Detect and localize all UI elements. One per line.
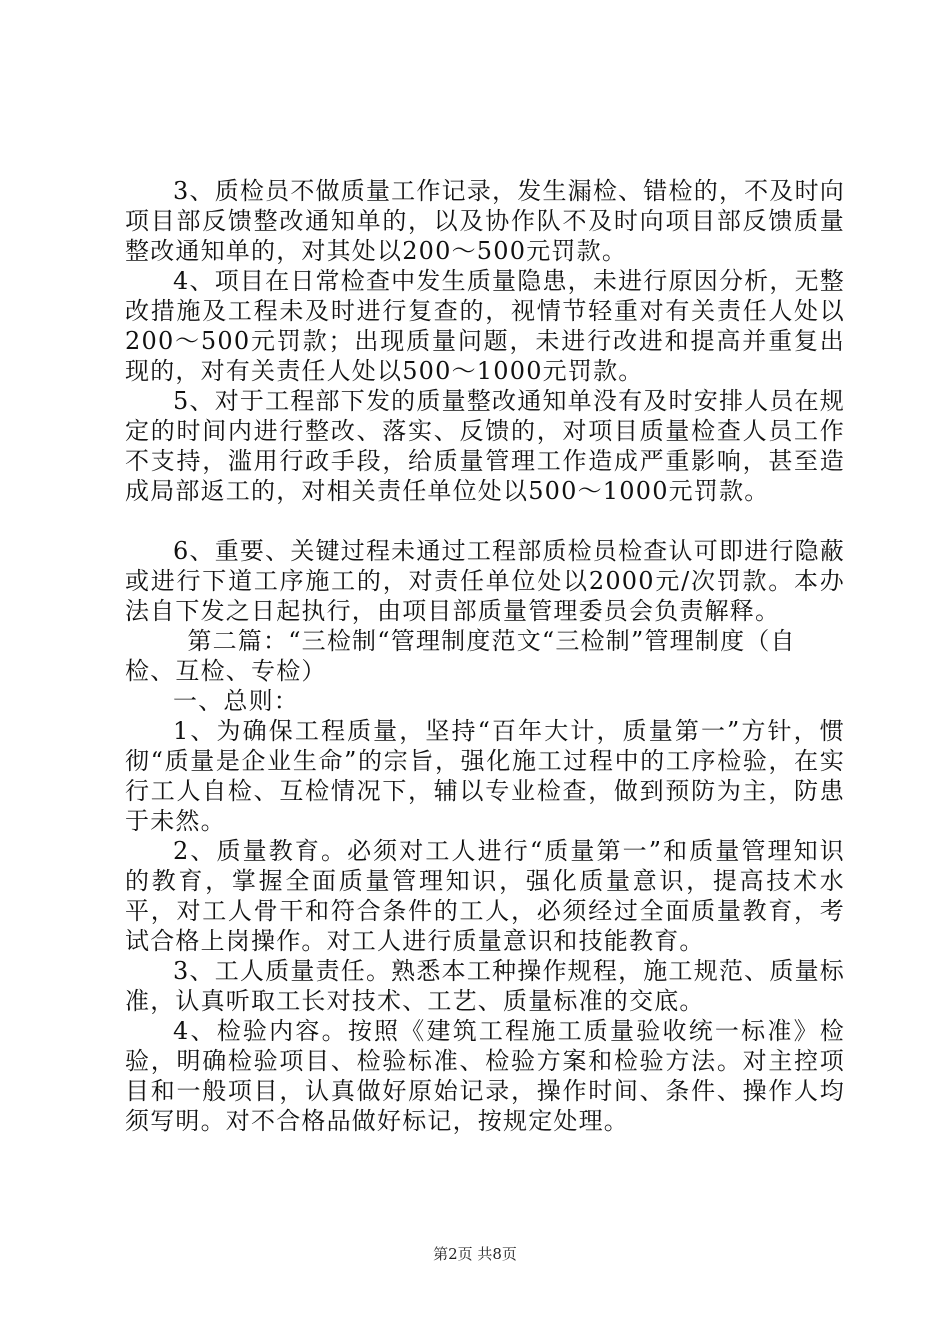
section-subtitle-general: 一、总则： xyxy=(173,687,299,715)
section-paragraph-2: 2、质量教育。必须对工人进行“质量第一”和质量管理知识的教育，掌握全面质量管理知识，强化质量意识，提高技术水平，对工人骨干和符合条件的工人，必须经过全面质量教育，考试合格上岗操作。对工人进行质量意识和技能教育。 xyxy=(125,837,845,955)
page-number-footer: 第2页 共8页 xyxy=(433,1245,517,1263)
paragraph-item-3: 3、质检员不做质量工作记录，发生漏检、错检的，不及时向项目部反馈整改通知单的，以及协作队不及时向项目部反馈质量整改通知单的，对其处以200～500元罚款。 xyxy=(125,177,845,265)
section-paragraph-1: 1、为确保工程质量，坚持“百年大计，质量第一”方针，惯彻“质量是企业生命”的宗旨，强化施工过程中的工序检验，在实行工人自检、互检情况下，辅以专业检查，做到预防为主，防患于未然。 xyxy=(125,717,845,835)
paragraph-item-5: 5、对于工程部下发的质量整改通知单没有及时安排人员在规定的时间内进行整改、落实、反馈的，对项目质量检查人员工作不支持，滥用行政手段，给质量管理工作造成严重影响，甚至造成局部返工的，对相关责任单位处以500～1000元罚款。 xyxy=(125,387,845,505)
document-body xyxy=(125,176,845,1136)
paragraph-item-4: 4、项目在日常检查中发生质量隐患，未进行原因分析，无整改措施及工程未及时进行复查的，视情节轻重对有关责任人处以200～500元罚款；出现质量问题，未进行改进和提高并重复出现的，对有关责任人处以500～1000元罚款。 xyxy=(125,267,845,385)
section-paragraph-3: 3、工人质量责任。熟悉本工种操作规程，施工规范、质量标准，认真听取工长对技术、工艺、质量标准的交底。 xyxy=(125,957,845,1015)
section-paragraph-4: 4、检验内容。按照《建筑工程施工质量验收统一标准》检验，明确检验项目、检验标准、检验方案和检验方法。对主控项目和一般项目，认真做好原始记录，操作时间、条件、操作人均须写明。对不合格品做好标记，按规定处理。 xyxy=(125,1017,845,1135)
section-heading: 第二篇：“三检制“管理制度范文“三检制”管理制度（自检、互检、专检） xyxy=(125,627,796,685)
paragraph-item-6: 6、重要、关键过程未通过工程部质检员检查认可即进行隐蔽或进行下道工序施工的，对责任单位处以2000元/次罚款。本办法自下发之日起执行，由项目部质量管理委员会负责解释。 xyxy=(125,537,845,625)
